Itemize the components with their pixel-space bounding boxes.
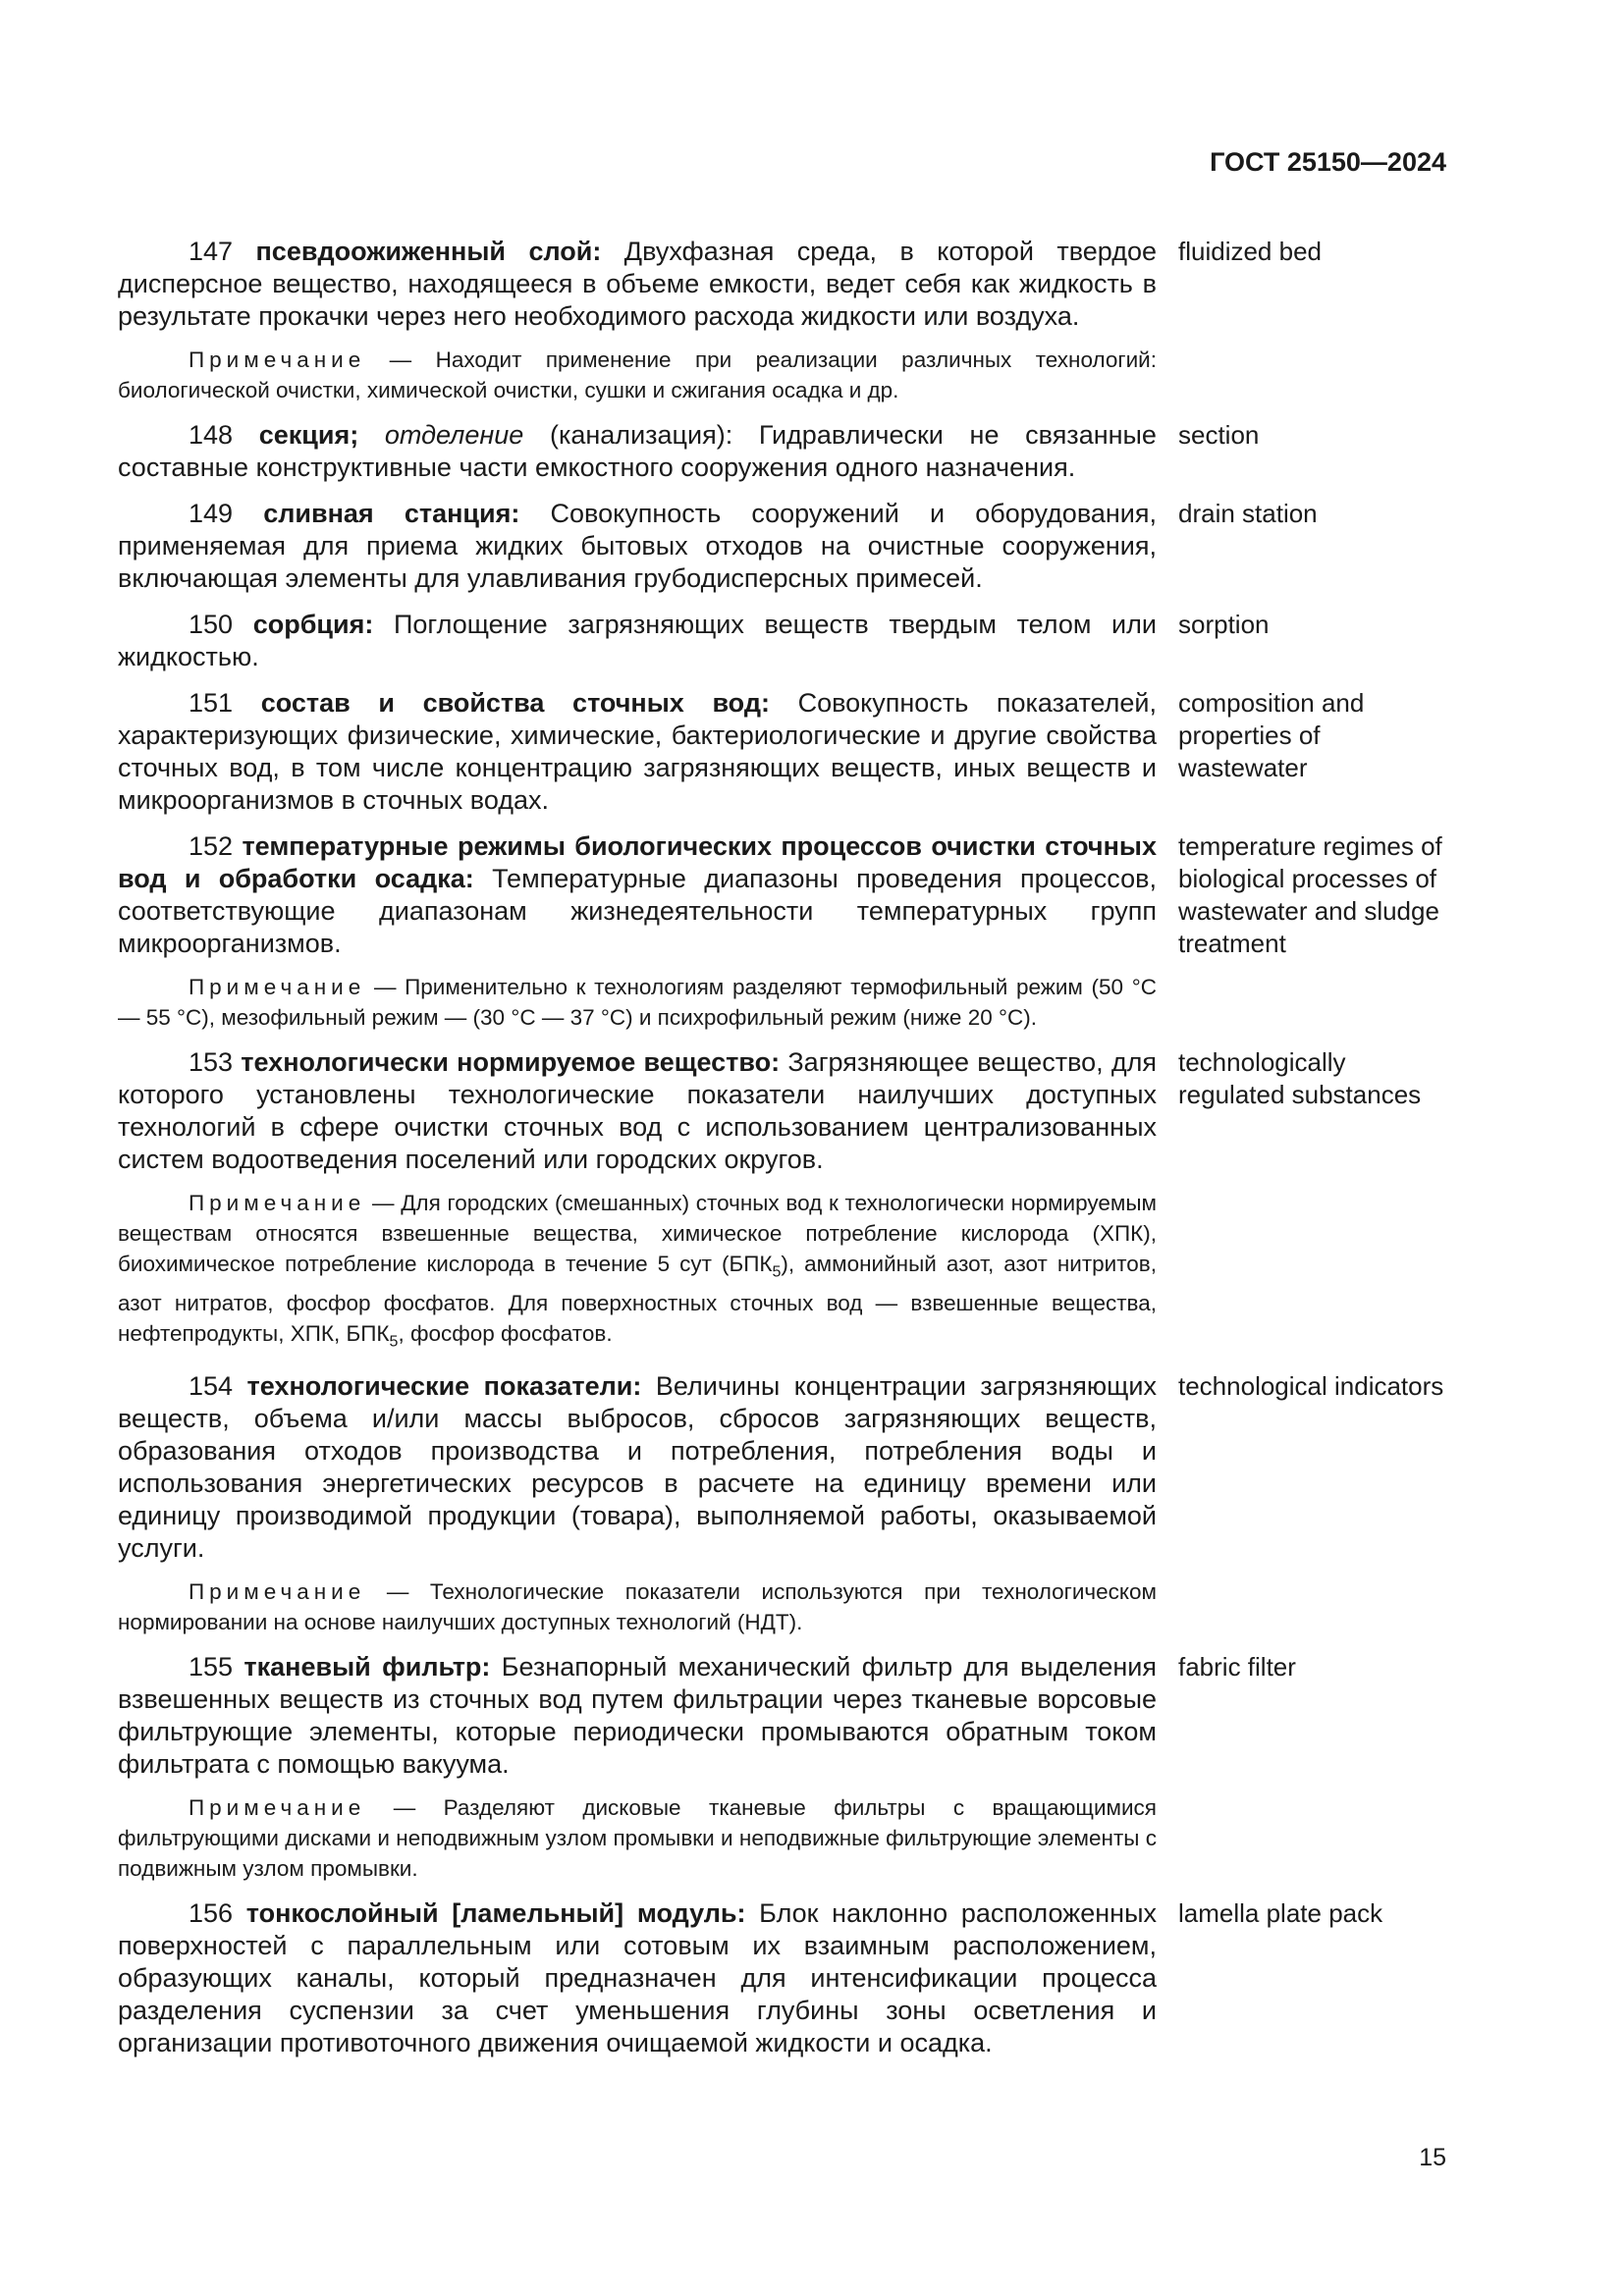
- term-name: секция;: [258, 420, 359, 450]
- term-english: composition and properties of wastewater: [1178, 688, 1365, 782]
- term-definition: [118, 1651, 1157, 1781]
- note-text: — Разделяют дисковые тканевые фильтры с вращающимися фильтрующими дисками и неподвижным узлом промывки и неподвижные фильтрующие элементы с подвижным узлом промывки.: [118, 1795, 1157, 1881]
- term-text: Совокупность показателей, характеризующих физические, химические, бактериологические и другие свойства сточных вод, в том числе концентрацию загрязняющих веществ, иных веществ и микроорганизмов в сточных водах.: [118, 688, 1157, 815]
- term-definition: [118, 1046, 1157, 1176]
- term-name: псевдоожиженный слой:: [255, 237, 602, 266]
- term-definition: [118, 236, 1157, 333]
- term-number: 153: [189, 1047, 234, 1077]
- note-label: Примечание: [189, 1579, 366, 1604]
- term-definition: [118, 498, 1157, 595]
- term-english: section: [1178, 420, 1260, 450]
- term-text: Загрязняющее вещество, для которого установлены технологические показатели наилучших доступных технологий в сфере очистки сточных вод с использованием централизованных систем водоотведения поселений или городских округов.: [118, 1047, 1157, 1174]
- term-english: fluidized bed: [1178, 237, 1322, 266]
- subscript: 5: [772, 1263, 782, 1281]
- term-definition: [118, 609, 1157, 673]
- term-entry-153: [118, 1046, 1453, 1357]
- term-alternative: отделение: [384, 420, 524, 450]
- term-text: Совокупность сооружений и оборудования, применяемая для приема жидких бытовых отходов на очистные сооружения, включающая элементы для улавливания грубодисперсных примесей.: [118, 499, 1157, 593]
- term-name: тонкослойный [ламельный] модуль:: [245, 1898, 746, 1928]
- term-number: 150: [189, 610, 234, 639]
- term-text: Двухфазная среда, в которой твердое дисперсное вещество, находящееся в объеме емкости, ведет себя как жидкость в результате прокачки через него необходимого расхода жидкости или воздуха.: [118, 237, 1157, 331]
- note-text: — Находит применение при реализации различных технологий: биологической очистки, химической очистки, сушки и сжигания осадка и др.: [118, 347, 1157, 402]
- term-entry-148: [118, 419, 1453, 484]
- term-number: 148: [189, 420, 234, 450]
- note-text: — Для городских (смешанных) сточных вод к технологически нормируемым веществам относятся взвешенные вещества, химическое потребление кислорода (ХПК), биохимическое потребление кислорода в течение 5 сут (БПК: [118, 1191, 1157, 1276]
- term-note: [118, 1188, 1157, 1357]
- term-entry-152: [118, 830, 1453, 1033]
- term-definition: [118, 419, 1157, 484]
- term-number: 154: [189, 1371, 234, 1401]
- note-label: Примечание: [189, 1795, 366, 1820]
- term-number: 156: [189, 1898, 234, 1928]
- term-english: sorption: [1178, 610, 1270, 639]
- term-number: 155: [189, 1652, 234, 1682]
- term-english: technologically regulated substances: [1178, 1047, 1422, 1109]
- term-name: технологические показатели:: [246, 1371, 642, 1401]
- term-text: Безнапорный механический фильтр для выделения взвешенных веществ из сточных вод путем фильтрации через тканевые ворсовые фильтрующие элементы, которые периодически промываются обратным током фильтрата с помощью вакуума.: [118, 1652, 1157, 1779]
- term-text: Величины концентрации загрязняющих веществ, объема и/или массы выбросов, сбросов загрязняющих веществ, образования отходов производства и потребления, потребления воды и использования энергетических ресурсов в расчете на единицу времени или единицу производимой продукции (товара), выполняемой работы, оказываемой услуги.: [118, 1371, 1157, 1563]
- terms-list: [118, 236, 1453, 2073]
- note-text: — Технологические показатели используются при технологическом нормировании на основе наилучших доступных технологий (НДТ).: [118, 1579, 1157, 1634]
- term-note: [118, 972, 1157, 1033]
- term-number: 151: [189, 688, 234, 718]
- term-name: сливная станция:: [263, 499, 520, 528]
- page-number: 15: [1419, 2144, 1446, 2171]
- note-text: , фосфор фосфатов.: [398, 1320, 613, 1346]
- term-name: тканевый фильтр:: [244, 1652, 491, 1682]
- note-text: ), аммонийный азот, азот нитритов, азот нитратов, фосфор фосфатов. Для поверхностных сточных вод — взвешенные вещества, нефтепродукты, ХПК, БПК: [118, 1252, 1157, 1346]
- term-name: температурные режимы биологических процессов очистки сточных вод и обработки осадка:: [118, 831, 1157, 893]
- term-name: сорбция:: [252, 610, 374, 639]
- term-entry-155: [118, 1651, 1453, 1884]
- term-name: состав и свойства сточных вод:: [260, 688, 770, 718]
- term-english: technological indicators: [1178, 1371, 1444, 1401]
- term-definition: [118, 830, 1157, 960]
- document-header: ГОСТ 25150—2024: [1210, 147, 1446, 177]
- term-definition: [118, 1897, 1157, 2059]
- term-entry-156: [118, 1897, 1453, 2059]
- term-number: 147: [189, 237, 234, 266]
- term-note: [118, 1792, 1157, 1884]
- term-name: технологически нормируемое вещество:: [241, 1047, 781, 1077]
- term-entry-151: [118, 687, 1453, 817]
- term-note: [118, 1576, 1157, 1637]
- term-english: temperature regimes of biological processes of wastewater and sludge treatment: [1178, 831, 1442, 958]
- term-note: [118, 345, 1157, 405]
- term-english: fabric filter: [1178, 1652, 1296, 1682]
- term-entry-149: [118, 498, 1453, 595]
- term-definition: [118, 1370, 1157, 1565]
- subscript: 5: [389, 1333, 399, 1350]
- term-entry-150: [118, 609, 1453, 673]
- note-label: Примечание: [189, 975, 366, 999]
- term-number: 152: [189, 831, 234, 861]
- term-text: Температурные диапазоны проведения процессов, соответствующие диапазонам жизнедеятельности температурных групп микроорганизмов.: [118, 864, 1157, 958]
- term-english: drain station: [1178, 499, 1318, 528]
- term-english: lamella plate pack: [1178, 1898, 1383, 1928]
- note-label: Примечание: [189, 1191, 366, 1215]
- term-text: (канализация): Гидравлически не связанные составные конструктивные части емкостного сооружения одного назначения.: [118, 420, 1157, 482]
- term-entry-154: [118, 1370, 1453, 1637]
- term-entry-147: [118, 236, 1453, 405]
- term-number: 149: [189, 499, 234, 528]
- note-label: Примечание: [189, 347, 366, 372]
- note-text: — Применительно к технологиям разделяют термофильный режим (50 °С — 55 °С), мезофильный режим — (30 °С — 37 °С) и психрофильный режим (ниже 20 °С).: [118, 975, 1157, 1030]
- term-text: Поглощение загрязняющих веществ твердым телом или жидкостью.: [118, 610, 1157, 671]
- term-text: Блок наклонно расположенных поверхностей с параллельным или сотовым их взаимным расположением, образующих каналы, который предназначен для интенсификации процесса разделения суспензии за счет уменьшения глубины зоны осветления и организации противоточного движения очищаемой жидкости и осадка.: [118, 1898, 1157, 2057]
- term-definition: [118, 687, 1157, 817]
